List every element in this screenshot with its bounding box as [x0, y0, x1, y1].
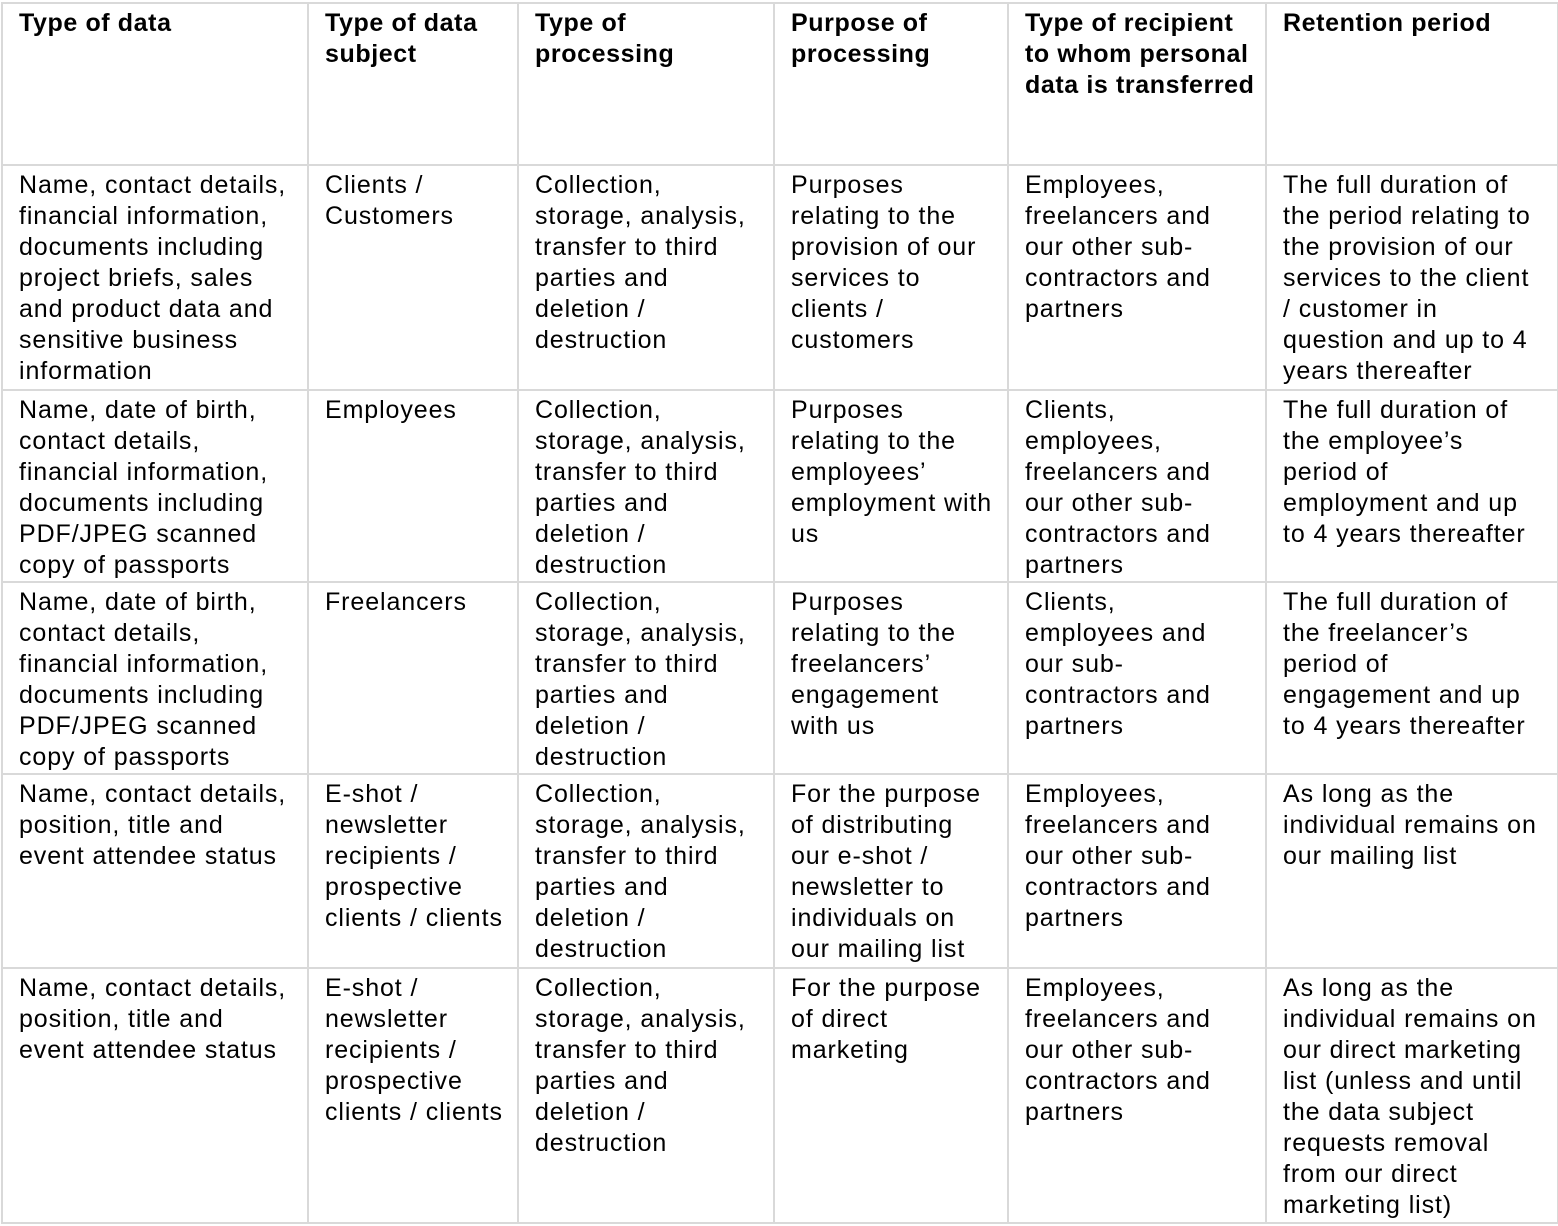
cell-processing: Collection, storage, analysis, transfer to third parties and deletion / destruction	[518, 582, 774, 774]
cell-purpose: Purposes relating to the freelancers’ engagement with us	[774, 582, 1008, 774]
cell-type-of-data: Name, date of birth, contact details, financial information, documents including PDF/JPEG scanned copy of passports	[2, 582, 308, 774]
header-purpose-of-processing: Purpose of processing	[774, 3, 1008, 165]
cell-type-of-data: Name, date of birth, contact details, financial information, documents including PDF/JPEG scanned copy of passports	[2, 390, 308, 582]
cell-data-subject: E-shot / newsletter recipients / prospective clients / clients	[308, 968, 518, 1223]
cell-retention: The full duration of the employee’s period of employment and up to 4 years thereafter	[1266, 390, 1558, 582]
cell-purpose: For the purpose of direct marketing	[774, 968, 1008, 1223]
cell-processing: Collection, storage, analysis, transfer to third parties and deletion / destruction	[518, 165, 774, 390]
cell-recipient: Employees, freelancers and our other sub- contractors and partners	[1008, 165, 1266, 390]
header-row	[2, 3, 1558, 165]
cell-retention: As long as the individual remains on our direct marketing list (unless and until the data subject requests removal from our direct marketing list)	[1266, 968, 1558, 1223]
cell-recipient: Employees, freelancers and our other sub- contractors and partners	[1008, 968, 1266, 1223]
cell-retention: The full duration of the period relating to the provision of our services to the client / customer in question and up to 4 years thereafter	[1266, 165, 1558, 390]
table-row	[2, 165, 1558, 390]
cell-data-subject: E-shot / newsletter recipients / prospective clients / clients	[308, 774, 518, 968]
cell-data-subject: Freelancers	[308, 582, 518, 774]
cell-purpose: Purposes relating to the provision of our services to clients / customers	[774, 165, 1008, 390]
cell-processing: Collection, storage, analysis, transfer to third parties and deletion / destruction	[518, 390, 774, 582]
table-row	[2, 582, 1558, 774]
data-processing-table	[1, 2, 1558, 1224]
header-retention-period: Retention period	[1266, 3, 1558, 165]
header-type-of-data-subject: Type of data subject	[308, 3, 518, 165]
cell-type-of-data: Name, contact details, financial information, documents including project briefs, sales and product data and sensitive business information	[2, 165, 308, 390]
header-type-of-processing: Type of processing	[518, 3, 774, 165]
cell-recipient: Clients, employees and our sub- contractors and partners	[1008, 582, 1266, 774]
table-row	[2, 390, 1558, 582]
cell-processing: Collection, storage, analysis, transfer to third parties and deletion / destruction	[518, 774, 774, 968]
cell-recipient: Employees, freelancers and our other sub- contractors and partners	[1008, 774, 1266, 968]
cell-retention: As long as the individual remains on our mailing list	[1266, 774, 1558, 968]
header-type-of-data: Type of data	[2, 3, 308, 165]
table-row	[2, 774, 1558, 968]
cell-processing: Collection, storage, analysis, transfer to third parties and deletion / destruction	[518, 968, 774, 1223]
cell-purpose: For the purpose of distributing our e-shot / newsletter to individuals on our mailing list	[774, 774, 1008, 968]
cell-type-of-data: Name, contact details, position, title and event attendee status	[2, 774, 308, 968]
header-type-of-recipient: Type of recipient to whom personal data is transferred	[1008, 3, 1266, 165]
cell-type-of-data: Name, contact details, position, title and event attendee status	[2, 968, 308, 1223]
cell-purpose: Purposes relating to the employees’ employment with us	[774, 390, 1008, 582]
cell-retention: The full duration of the freelancer’s period of engagement and up to 4 years thereafter	[1266, 582, 1558, 774]
cell-recipient: Clients, employees, freelancers and our other sub- contractors and partners	[1008, 390, 1266, 582]
table-row	[2, 968, 1558, 1223]
cell-data-subject: Clients / Customers	[308, 165, 518, 390]
cell-data-subject: Employees	[308, 390, 518, 582]
